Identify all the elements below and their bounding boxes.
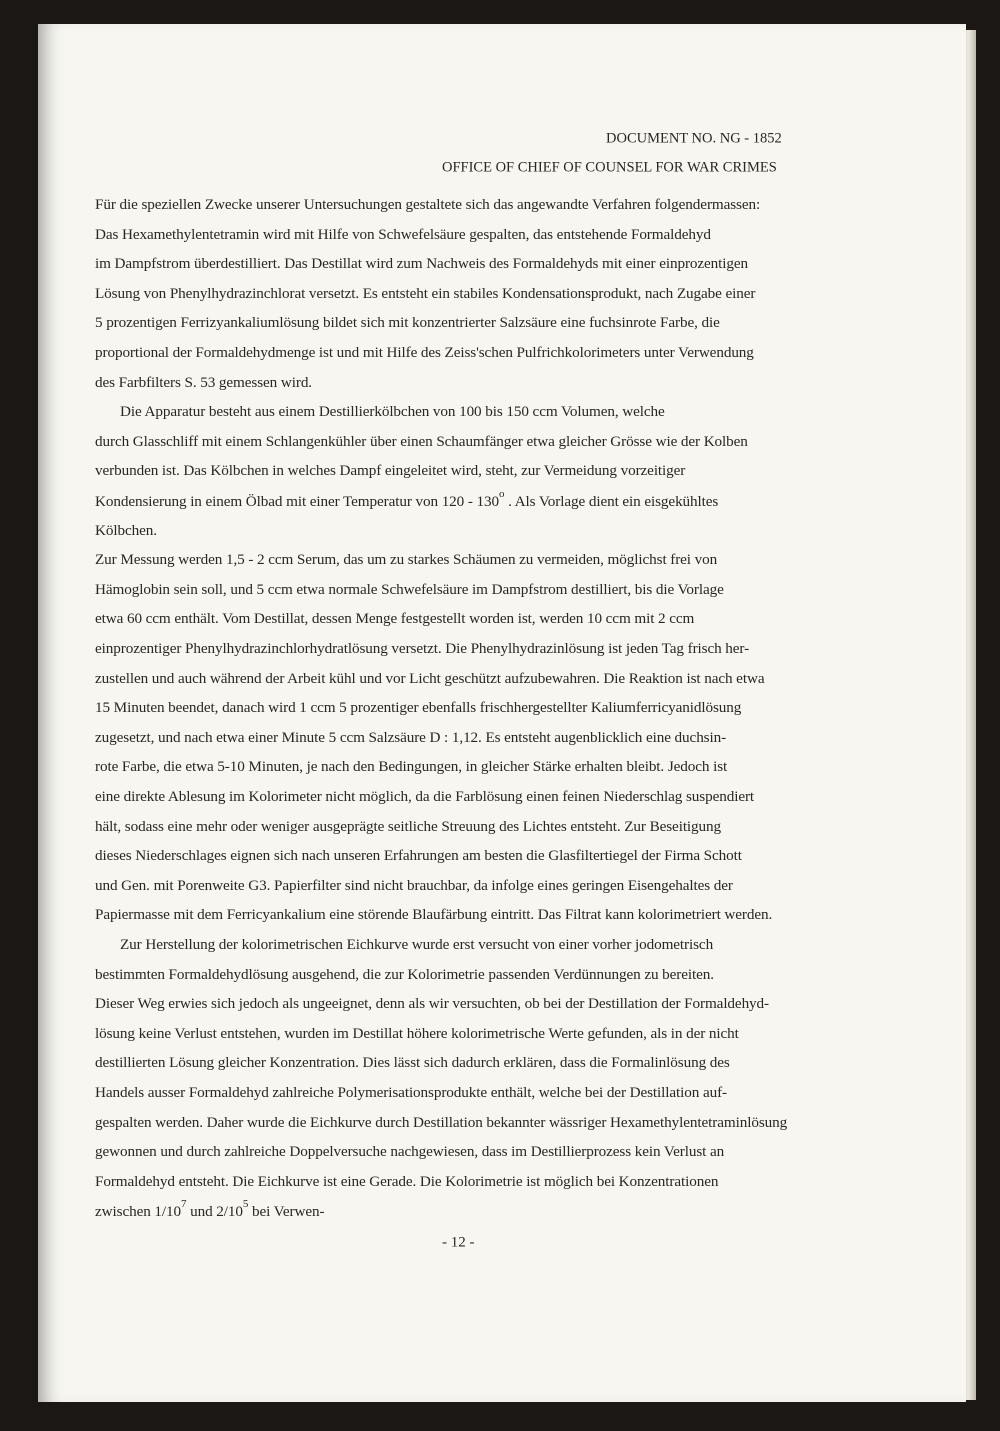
text-line: Papiermasse mit dem Ferricyankalium eine störende Blaufärbung eintritt. Das Filtrat kann kolorimetriert werden.: [95, 906, 773, 924]
text-line: Handels ausser Formaldehyd zahlreiche Polymerisationsprodukte enthält, welche bei der Destillation auf-: [95, 1084, 728, 1101]
text-line: rote Farbe, die etwa 5-10 Minuten, je nach den Bedingungen, in gleicher Stärke erhalten bleibt. Jedoch ist: [95, 758, 728, 776]
text-line: Für die speziellen Zwecke unserer Untersuchungen gestaltete sich das angewandte Verfahren folgendermassen:: [95, 196, 761, 213]
text-line: 15 Minuten beendet, danach wird 1 ccm 5 prozentiger ebenfalls frischhergestellter Kaliumferricyanidlösung: [95, 699, 742, 717]
text-line: Kölbchen.: [95, 521, 157, 539]
text-line: Dieser Weg erwies sich jedoch als ungeeignet, denn als wir versuchten, ob bei der Destillation der Formaldehyd-: [95, 995, 770, 1013]
document-number: DOCUMENT NO. NG - 1852: [606, 130, 782, 147]
text-segment: bei Verwen-: [248, 1203, 325, 1221]
text-line: proportional der Formaldehydmenge ist und mit Hilfe des Zeiss'schen Pulfrichkolorimeters unter Verwendung: [95, 344, 754, 361]
text-line: Die Apparatur besteht aus einem Destillierkölbchen von 100 bis 150 ccm Volumen, welche: [120, 403, 665, 421]
superscript: 5: [242, 1198, 249, 1211]
text-line: einprozentiger Phenylhydrazinchlorhydratlösung versetzt. Die Phenylhydrazinlösung ist jeden Tag frisch her-: [95, 640, 750, 657]
text-line: Zur Herstellung der kolorimetrischen Eichkurve wurde erst versucht von einer vorher jodometrisch: [120, 936, 714, 953]
text-line: Lösung von Phenylhydrazinchlorat versetzt. Es entsteht ein stabiles Kondensationsprodukt, nach Zugabe einer: [95, 284, 756, 302]
page-number: - 12 -: [442, 1234, 475, 1251]
text-line: 5 prozentigen Ferrizyankaliumlösung bildet sich mit konzentrierter Salzsäure eine fuchsinrote Farbe, die: [95, 314, 720, 332]
text-line: zustellen und auch während der Arbeit kühl und vor Licht geschützt aufzubewahren. Die Reaktion ist nach etwa: [95, 669, 765, 687]
text-segment: Kondensierung in einem Ölbad mit einer Temperatur von 120 - 130: [95, 493, 500, 511]
text-segment: zwischen 1/10: [95, 1203, 182, 1221]
office-heading: OFFICE OF CHIEF OF COUNSEL FOR WAR CRIMES: [442, 159, 777, 176]
text-line: und Gen. mit Porenweite G3. Papierfilter sind nicht brauchbar, da infolge eines geringen Eisengehaltes der: [95, 876, 733, 894]
text-line: Hämoglobin sein soll, und 5 ccm etwa normale Schwefelsäure im Dampfstrom destilliert, bis die Vorlage: [95, 580, 724, 598]
text-segment: . Als Vorlage dient ein eisgekühltes: [504, 493, 719, 511]
text-line: gespalten werden. Daher wurde die Eichkurve durch Destillation bekannter wässriger Hexamethylentetraminlösung: [95, 1113, 788, 1131]
text-line: bestimmten Formaldehydlösung ausgehend, die zur Kolorimetrie passenden Verdünnungen zu bereiten.: [95, 965, 714, 983]
text-line: etwa 60 ccm enthält. Vom Destillat, dessen Menge festgestellt worden ist, werden 10 ccm mit 2 ccm: [95, 610, 695, 628]
text-line: [95, 487, 719, 511]
text-line: eine direkte Ablesung im Kolorimeter nicht möglich, da die Farblösung einen feinen Niederschlag suspendiert: [95, 788, 755, 805]
text-line: gewonnen und durch zahlreiche Doppelversuche nachgewiesen, dass im Destillierprozess kein Verlust an: [95, 1143, 725, 1161]
text-line: verbunden ist. Das Kölbchen in welches Dampf eingeleitet wird, steht, zur Vermeidung vorzeitiger: [95, 462, 686, 480]
text-line: zugesetzt, und nach etwa einer Minute 5 ccm Salzsäure D : 1,12. Es entsteht augenblicklich eine duchsin-: [95, 728, 727, 746]
text-line: Das Hexamethylentetramin wird mit Hilfe von Schwefelsäure gespalten, das entstehende Formaldehyd: [95, 225, 711, 243]
text-line: im Dampfstrom überdestilliert. Das Destillat wird zum Nachweis des Formaldehyds mit einer einprozentigen: [95, 255, 749, 273]
superscript: o: [499, 487, 505, 500]
text-line: destillierten Lösung gleicher Konzentration. Dies lässt sich dadurch erklären, dass die Formalinlösung des: [95, 1054, 730, 1072]
text-line: dieses Niederschlages eignen sich nach unseren Erfahrungen am besten die Glasfiltertiegel der Firma Schott: [95, 847, 742, 865]
text-line: des Farbfilters S. 53 gemessen wird.: [95, 373, 313, 391]
text-line: Formaldehyd entsteht. Die Eichkurve ist eine Gerade. Die Kolorimetrie ist möglich bei Konzentrationen: [95, 1172, 719, 1190]
text-line: hält, sodass eine mehr oder weniger ausgeprägte seitliche Streuung des Lichtes entsteht. Zur Beseitigung: [95, 817, 722, 835]
text-line: Zur Messung werden 1,5 - 2 ccm Serum, das um zu starkes Schäumen zu vermeiden, möglichst frei von: [95, 551, 718, 569]
text-line: [95, 1198, 325, 1221]
text-line: durch Glasschliff mit einem Schlangenkühler über einen Schaumfänger etwa gleicher Grösse wie der Kolben: [95, 432, 748, 450]
text-segment: und 2/10: [186, 1203, 243, 1221]
superscript: 7: [181, 1198, 187, 1211]
text-line: lösung keine Verlust entstehen, wurden im Destillat höhere kolorimetrische Werte gefunden, als in der nicht: [95, 1024, 739, 1042]
